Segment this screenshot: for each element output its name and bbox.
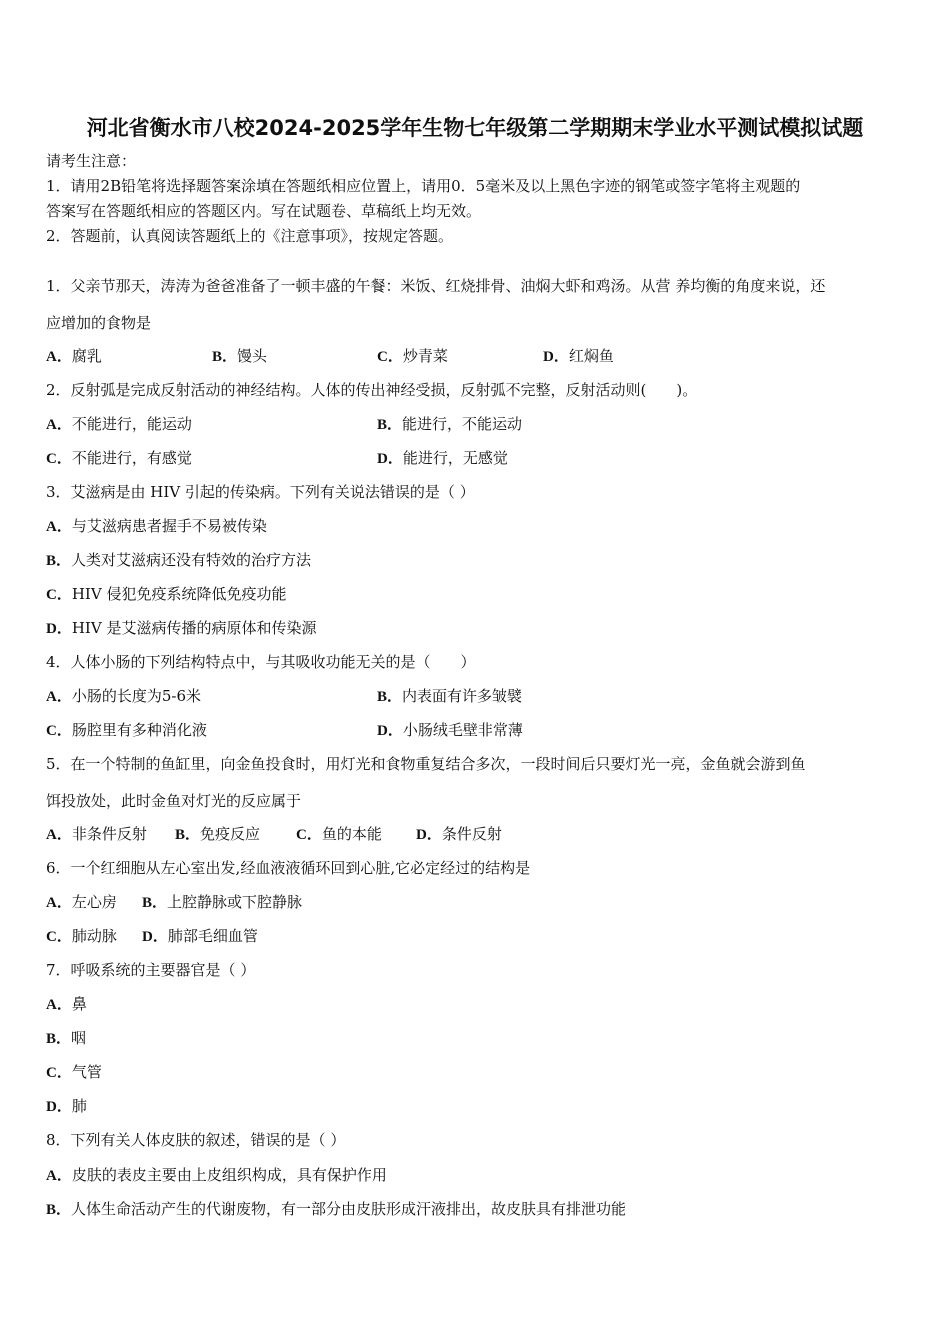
q5-option-d: D．条件反射 (416, 825, 502, 843)
question-4-stem: 4．人体小肠的下列结构特点中，与其吸收功能无关的是（ ） (46, 653, 476, 671)
q3-option-d: D．HIV 是艾滋病传播的病原体和传染源 (46, 619, 317, 637)
q4-option-b: B．内表面有许多皱襞 (377, 687, 523, 705)
q1-option-d: D．红焖鱼 (543, 347, 614, 365)
q6-option-b: B．上腔静脉或下腔静脉 (142, 893, 303, 911)
question-3-stem: 3．艾滋病是由 HIV 引起的传染病。下列有关说法错误的是（ ） (46, 483, 475, 501)
q2-option-d: D．能进行，无感觉 (377, 449, 508, 467)
question-5-stem: 5．在一个特制的鱼缸里，向金鱼投食时，用灯光和食物重复结合多次，一段时间后只要灯光一亮，金鱼就会游到鱼 (46, 755, 806, 773)
q1-option-a: A．腐乳 (46, 347, 102, 365)
notice-line-1b: 答案写在答题纸相应的答题区内。写在试题卷、草稿纸上均无效。 (46, 202, 482, 220)
question-5-stem-cont: 饵投放处，此时金鱼对灯光的反应属于 (46, 792, 302, 810)
question-1-stem: 1．父亲节那天，涛涛为爸爸准备了一顿丰盛的午餐：米饭、红烧排骨、油焖大虾和鸡汤。从营 养均衡的角度来说，还 (46, 277, 826, 295)
q8-option-a: A．皮肤的表皮主要由上皮组织构成，具有保护作用 (46, 1166, 387, 1184)
q7-option-a: A．鼻 (46, 995, 87, 1013)
q5-option-b: B．免疫反应 (175, 825, 261, 843)
q6-option-a: A．左心房 (46, 893, 117, 911)
question-8-stem: 8．下列有关人体皮肤的叙述，错误的是（ ） (46, 1131, 346, 1149)
question-6-stem: 6．一个红细胞从左心室出发,经血液液循环回到心脏,它必定经过的结构是 (46, 859, 531, 877)
q3-option-a: A．与艾滋病患者握手不易被传染 (46, 517, 267, 535)
q7-option-b: B．咽 (46, 1029, 87, 1047)
q7-option-c: C．气管 (46, 1063, 102, 1081)
notice-line-1a: 1．请用2B铅笔将选择题答案涂填在答题纸相应位置上，请用0．5毫米及以上黑色字迹的钢笔或签字笔将主观题的 (46, 177, 801, 195)
notice-line-2: 2．答题前，认真阅读答题纸上的《注意事项》，按规定答题。 (46, 227, 454, 245)
q4-option-c: C．肠腔里有多种消化液 (46, 721, 207, 739)
q1-option-c: C．炒青菜 (377, 347, 448, 365)
q3-option-c: C．HIV 侵犯免疫系统降低免疫功能 (46, 585, 287, 603)
q4-option-a: A．小肠的长度为5-6米 (46, 687, 201, 705)
q2-option-c: C．不能进行，有感觉 (46, 449, 192, 467)
notice-heading: 请考生注意： (46, 152, 137, 170)
q2-option-b: B．能进行，不能运动 (377, 415, 523, 433)
question-2-stem: 2．反射弧是完成反射活动的神经结构。人体的传出神经受损，反射弧不完整，反射活动则( )。 (46, 381, 698, 399)
q3-option-b: B．人类对艾滋病还没有特效的治疗方法 (46, 551, 312, 569)
q5-option-c: C．鱼的本能 (296, 825, 382, 843)
exam-title: 河北省衡水市八校2024-2025学年生物七年级第二学期期末学业水平测试模拟试题 (86, 116, 864, 140)
question-7-stem: 7．呼吸系统的主要器官是（ ） (46, 961, 256, 979)
q1-option-b: B．馒头 (212, 347, 268, 365)
q8-option-b: B．人体生命活动产生的代谢废物，有一部分由皮肤形成汗液排出，故皮肤具有排泄功能 (46, 1200, 627, 1218)
q4-option-d: D．小肠绒毛壁非常薄 (377, 721, 523, 739)
question-1-stem-cont: 应增加的食物是 (46, 314, 152, 332)
q6-option-c: C．肺动脉 (46, 927, 117, 945)
q7-option-d: D．肺 (46, 1097, 87, 1115)
q6-option-d: D．肺部毛细血管 (142, 927, 258, 945)
q5-option-a: A．非条件反射 (46, 825, 147, 843)
q2-option-a: A．不能进行，能运动 (46, 415, 192, 433)
